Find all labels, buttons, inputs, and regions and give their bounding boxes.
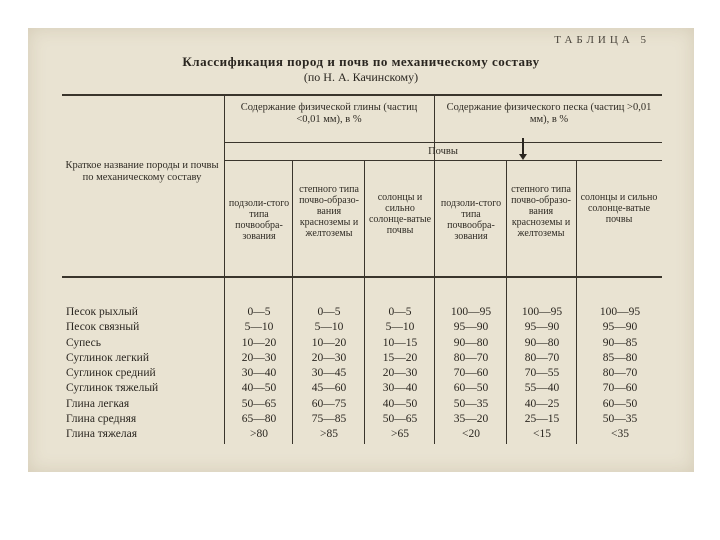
table-cell: 5—10: [385, 321, 415, 334]
table-cell: 25—15: [524, 413, 560, 426]
col-steppe-clay: [294, 305, 364, 443]
table-cell: 0—5: [247, 306, 271, 318]
table-cell: 85—80: [602, 351, 638, 364]
table-cell: 90—80: [524, 336, 560, 349]
table-cell: 100—95: [599, 306, 641, 318]
col-header-solonets-clay: солонцы и сильно солонце-ватые почвы: [368, 192, 432, 236]
table-cell: 10—15: [382, 336, 418, 349]
col-steppe-sand: [508, 305, 576, 443]
group-header-sand: Содержание физического песка (частиц >0,01 мм), в %: [446, 102, 652, 125]
row-label-header: Краткое название породы и почвы по механическому составу: [65, 160, 219, 183]
rule-header-bottom: [62, 276, 662, 278]
col-header-steppe-clay: степного типа почво-образо-вания красноземы и желтоземы: [299, 184, 359, 239]
table-cell: 30—45: [311, 367, 347, 380]
table-cell: 50—65: [241, 397, 277, 410]
col-podzol-clay: [226, 305, 292, 443]
row-name: Суглинок легкий: [66, 351, 149, 364]
table-cell: 20—30: [241, 351, 277, 364]
table-cell: <20: [462, 428, 480, 441]
row-name: Глина легкая: [66, 397, 130, 410]
vrule-c4: [506, 161, 507, 444]
row-name: Песок рыхлый: [66, 306, 138, 318]
col-header-solonets-sand: солонцы и сильно солонце-ватые почвы: [580, 192, 658, 225]
table-cell: 10—20: [311, 336, 347, 349]
table-cell: 80—70: [524, 351, 560, 364]
table-cell: <15: [533, 428, 551, 441]
table-cell: 65—80: [241, 413, 277, 426]
table-cell: 100—95: [450, 306, 492, 318]
row-name: Суглинок средний: [66, 367, 156, 380]
table-cell: 15—20: [382, 351, 418, 364]
table-cell: 0—5: [317, 306, 341, 318]
table-cell: 70—60: [453, 367, 489, 380]
table-subtitle: (по Н. А. Качинскому): [303, 70, 419, 84]
table-cell: >85: [320, 428, 338, 441]
table-cell: 70—60: [602, 382, 638, 395]
table-cell: 35—20: [453, 413, 489, 426]
col-solonets-clay: [366, 305, 434, 443]
col-header-podzol-sand: подзоли-стого типа почвообра-зования: [440, 198, 502, 242]
col-podzol-sand: [436, 305, 506, 443]
col-header-steppe-sand: степного типа почво-образо-вания красноземы и желтоземы: [511, 184, 571, 239]
table-cell: 30—40: [241, 367, 277, 380]
table-cell: 10—20: [241, 336, 277, 349]
table-cell: 80—70: [453, 351, 489, 364]
rule-under-soils: [224, 160, 662, 161]
table-cell: 50—65: [382, 413, 418, 426]
soils-header: Почвы: [428, 146, 458, 157]
table-cell: 70—55: [524, 367, 560, 380]
row-names: [66, 305, 222, 443]
table-cell: 90—80: [453, 336, 489, 349]
scanned-page: [28, 28, 694, 472]
table-cell: 40—25: [524, 397, 560, 410]
table-cell: 95—90: [524, 321, 560, 334]
table-cell: 45—60: [311, 382, 347, 395]
table-cell: 50—35: [453, 397, 489, 410]
vrule-c1: [292, 161, 293, 444]
table-cell: <35: [611, 428, 629, 441]
row-name: Глина средняя: [66, 413, 137, 426]
col-header-podzol-clay: подзоли-стого типа почвообра-зования: [228, 198, 290, 242]
table-cell: 40—50: [241, 382, 277, 395]
vrule-c5: [576, 161, 577, 444]
rule-under-groups: [224, 142, 662, 143]
table-cell: 20—30: [382, 367, 418, 380]
col-solonets-sand: [578, 305, 662, 443]
table-cell: 75—85: [311, 413, 347, 426]
table-cell: 20—30: [311, 351, 347, 364]
table-cell: 60—75: [311, 397, 347, 410]
row-name: Суглинок тяжелый: [66, 382, 159, 395]
row-name: Супесь: [66, 336, 102, 349]
table-cell: 40—50: [382, 397, 418, 410]
table-cell: 95—90: [602, 321, 638, 334]
table-cell: 50—35: [602, 413, 638, 426]
table-cell: 5—10: [244, 321, 274, 334]
table-cell: 0—5: [388, 306, 412, 318]
row-name: Песок связный: [66, 321, 140, 334]
table-cell: 100—95: [521, 306, 563, 318]
table-cell: >80: [250, 428, 268, 441]
table-cell: 60—50: [602, 397, 638, 410]
pen-arrow-mark: [522, 138, 524, 156]
table-number: ТАБЛИЦА 5: [554, 34, 650, 46]
table-cell: 90—85: [602, 336, 638, 349]
table-cell: 60—50: [453, 382, 489, 395]
table-title: Классификация пород и почв по механическому составу: [182, 54, 540, 69]
table-cell: 55—40: [524, 382, 560, 395]
row-name: Глина тяжелая: [66, 428, 138, 441]
rule-top: [62, 94, 662, 96]
table-cell: 30—40: [382, 382, 418, 395]
table-cell: >65: [391, 428, 409, 441]
vrule-c2: [364, 161, 365, 444]
table-cell: 95—90: [453, 321, 489, 334]
table-cell: 80—70: [602, 367, 638, 380]
table-cell: 5—10: [314, 321, 344, 334]
group-header-clay: Содержание физической глины (частиц <0,01 мм), в %: [240, 102, 418, 125]
